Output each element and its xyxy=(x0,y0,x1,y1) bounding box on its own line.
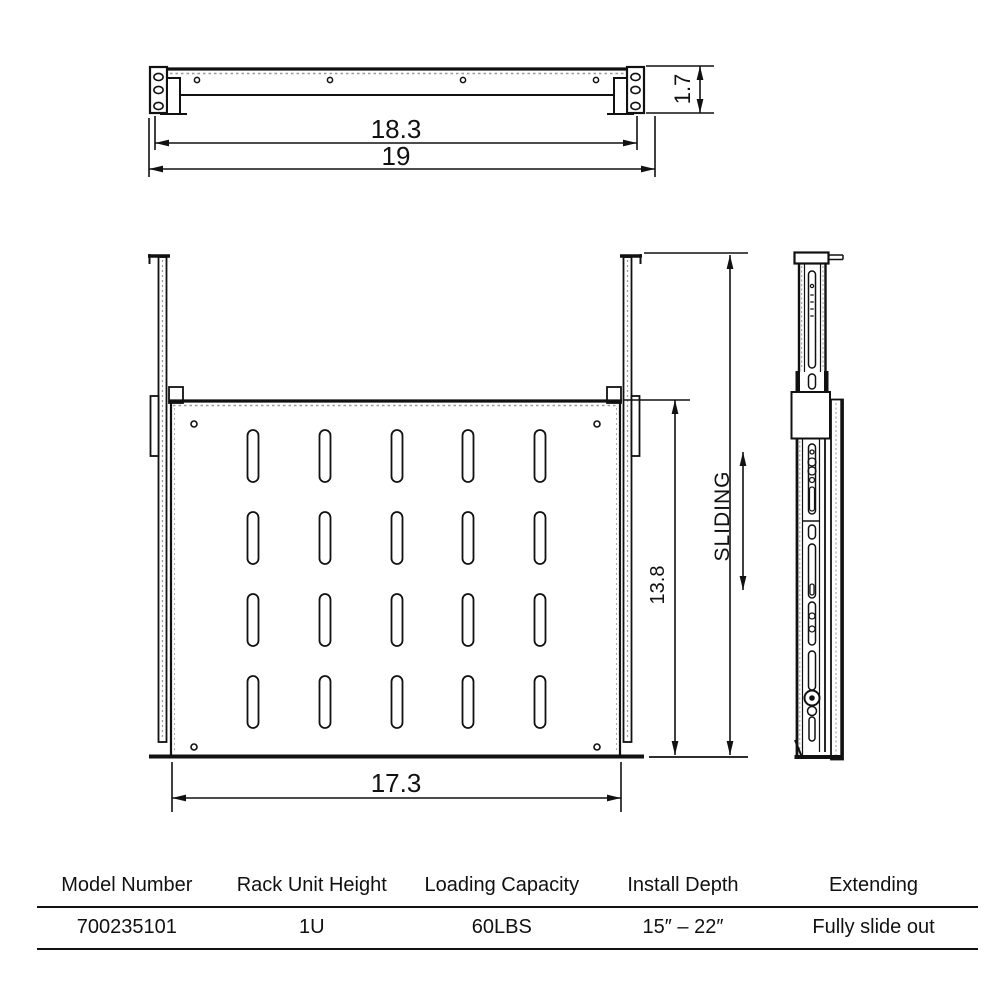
bar-hole xyxy=(327,77,332,82)
shelf-hole xyxy=(594,744,600,750)
vent-slots xyxy=(248,430,546,728)
right-slide-stop xyxy=(614,78,627,114)
sliding-label: SLIDING xyxy=(711,470,734,562)
header-model-number: Model Number xyxy=(37,864,217,907)
side-view xyxy=(792,253,844,760)
slide-carriage-block xyxy=(792,392,831,439)
shelf-hole xyxy=(191,744,197,750)
left-slide-stop xyxy=(167,78,180,114)
spec-value-row xyxy=(37,907,978,949)
front-view xyxy=(150,67,644,114)
bar-hole xyxy=(460,77,465,82)
header-extending: Extending xyxy=(769,864,978,907)
left-rail xyxy=(159,257,167,742)
spec-header-row xyxy=(37,864,978,907)
dim-width-outer-label: 19 xyxy=(381,141,411,171)
shelf-hole xyxy=(594,421,600,427)
shelf-hole xyxy=(191,421,197,427)
header-install-depth: Install Depth xyxy=(597,864,769,907)
dim-shelf-width-label: 17.3 xyxy=(370,768,422,798)
value-rack-unit-height: 1U xyxy=(217,907,407,949)
header-loading-capacity: Loading Capacity xyxy=(407,864,597,907)
dim-shelf-depth-label: 13.8 xyxy=(647,565,669,605)
dim-height-label: 1.7 xyxy=(670,73,695,105)
bar-hole xyxy=(194,77,199,82)
value-install-depth: 15″ – 22″ xyxy=(597,907,769,949)
right-rail xyxy=(624,257,632,742)
value-loading-capacity: 60LBS xyxy=(407,907,597,949)
dim-width-inner-label: 18.3 xyxy=(370,114,422,144)
bar-hole xyxy=(593,77,598,82)
value-model-number: 700235101 xyxy=(37,907,217,949)
right-rail-latch xyxy=(632,396,640,456)
left-rail-latch xyxy=(151,396,159,456)
header-rack-unit-height: Rack Unit Height xyxy=(217,864,407,907)
value-extending: Fully slide out xyxy=(769,907,978,949)
rail-top-cap xyxy=(795,253,829,264)
spec-table xyxy=(37,864,978,950)
plan-view xyxy=(148,254,644,757)
